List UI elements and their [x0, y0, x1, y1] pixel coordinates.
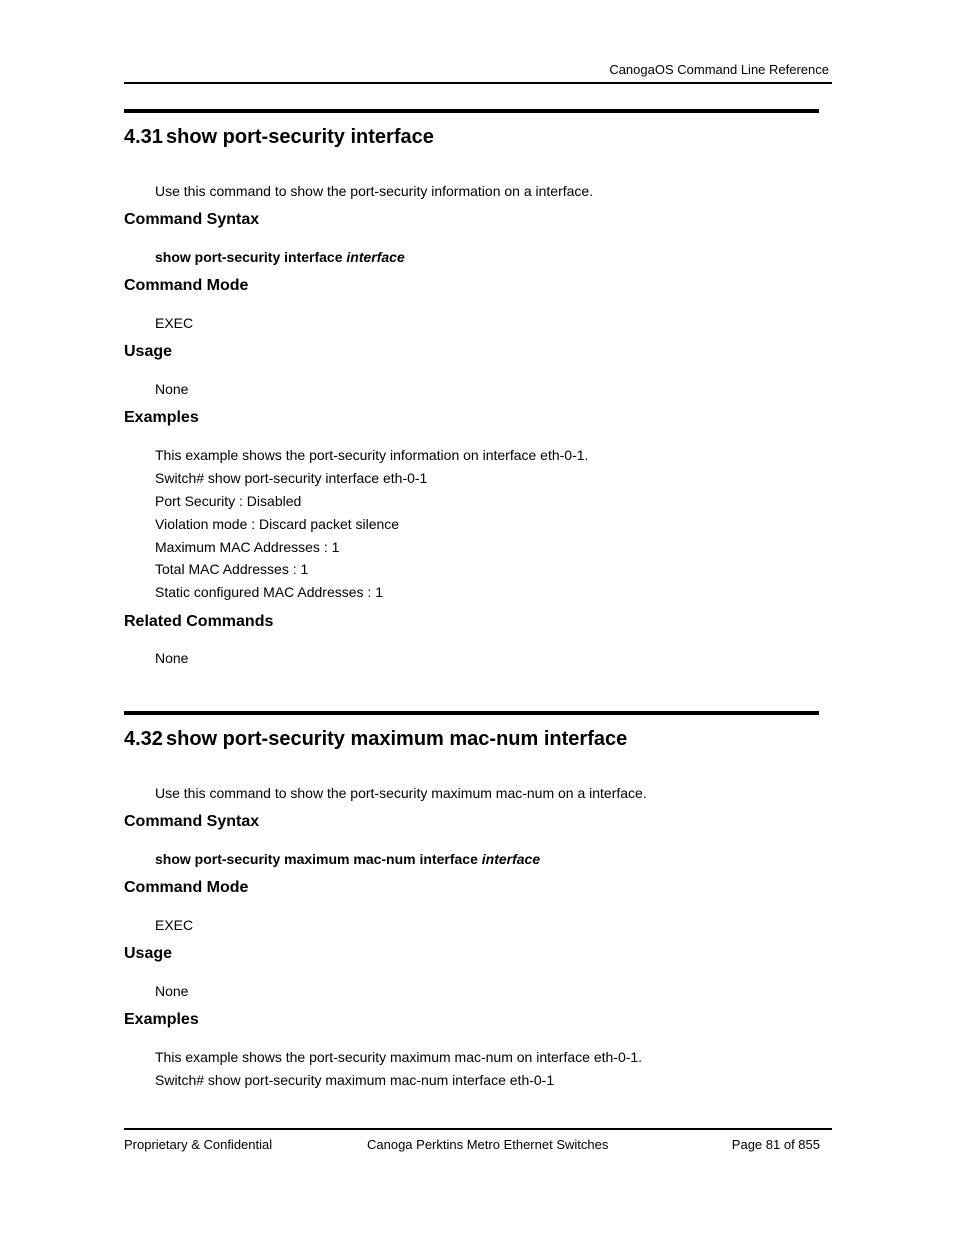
related-commands-heading: Related Commands	[124, 613, 274, 630]
example-line: Static configured MAC Addresses : 1	[155, 584, 383, 600]
example-line: This example shows the port-security maximum mac-num on interface eth-0-1.	[155, 1049, 643, 1065]
example-line: This example shows the port-security information on interface eth-0-1.	[155, 447, 589, 463]
example-line: Violation mode : Discard packet silence	[155, 516, 400, 532]
header-rule	[124, 82, 832, 84]
footer-page-number: Page 81 of 855	[731, 1137, 820, 1152]
section-title	[124, 126, 434, 149]
section-intro: Use this command to show the port-security information on a interface.	[155, 183, 594, 199]
command-mode-value: EXEC	[155, 917, 194, 933]
example-line: Maximum MAC Addresses : 1	[155, 539, 340, 555]
example-line: Port Security : Disabled	[155, 493, 302, 509]
command-syntax-heading: Command Syntax	[124, 813, 260, 830]
syntax-argument: interface	[346, 249, 405, 265]
command-mode-heading: Command Mode	[124, 879, 249, 896]
usage-heading: Usage	[124, 945, 173, 962]
usage-value: None	[155, 381, 189, 397]
footer-rule	[124, 1128, 832, 1130]
example-line: Switch# show port-security interface eth-0-1	[155, 470, 428, 486]
usage-heading: Usage	[124, 343, 173, 360]
section-heading: show port-security interface	[166, 126, 434, 148]
section-heading: show port-security maximum mac-num interface	[166, 728, 628, 750]
syntax-command: show port-security maximum mac-num interface	[155, 851, 478, 867]
running-header: CanogaOS Command Line Reference	[609, 62, 829, 77]
section-number: 4.31	[124, 126, 163, 148]
examples-heading: Examples	[124, 1011, 199, 1028]
section-title	[124, 728, 627, 751]
example-line: Switch# show port-security maximum mac-num interface eth-0-1	[155, 1072, 555, 1088]
command-syntax	[155, 851, 540, 867]
section-intro: Use this command to show the port-security maximum mac-num on a interface.	[155, 785, 647, 801]
command-mode-value: EXEC	[155, 315, 194, 331]
usage-value: None	[155, 983, 189, 999]
related-commands-value: None	[155, 650, 189, 666]
example-line: Total MAC Addresses : 1	[155, 561, 309, 577]
command-syntax-heading: Command Syntax	[124, 211, 260, 228]
command-mode-heading: Command Mode	[124, 277, 249, 294]
section-rule	[124, 109, 819, 113]
section-rule	[124, 711, 819, 715]
syntax-argument: interface	[481, 851, 541, 867]
examples-heading: Examples	[124, 409, 199, 426]
command-syntax	[155, 249, 405, 265]
footer-confidential: Proprietary & Confidential	[124, 1137, 273, 1152]
section-number: 4.32	[124, 728, 163, 750]
footer-product: Canoga Perktins Metro Ethernet Switches	[367, 1137, 609, 1152]
syntax-command: show port-security interface	[155, 249, 343, 265]
